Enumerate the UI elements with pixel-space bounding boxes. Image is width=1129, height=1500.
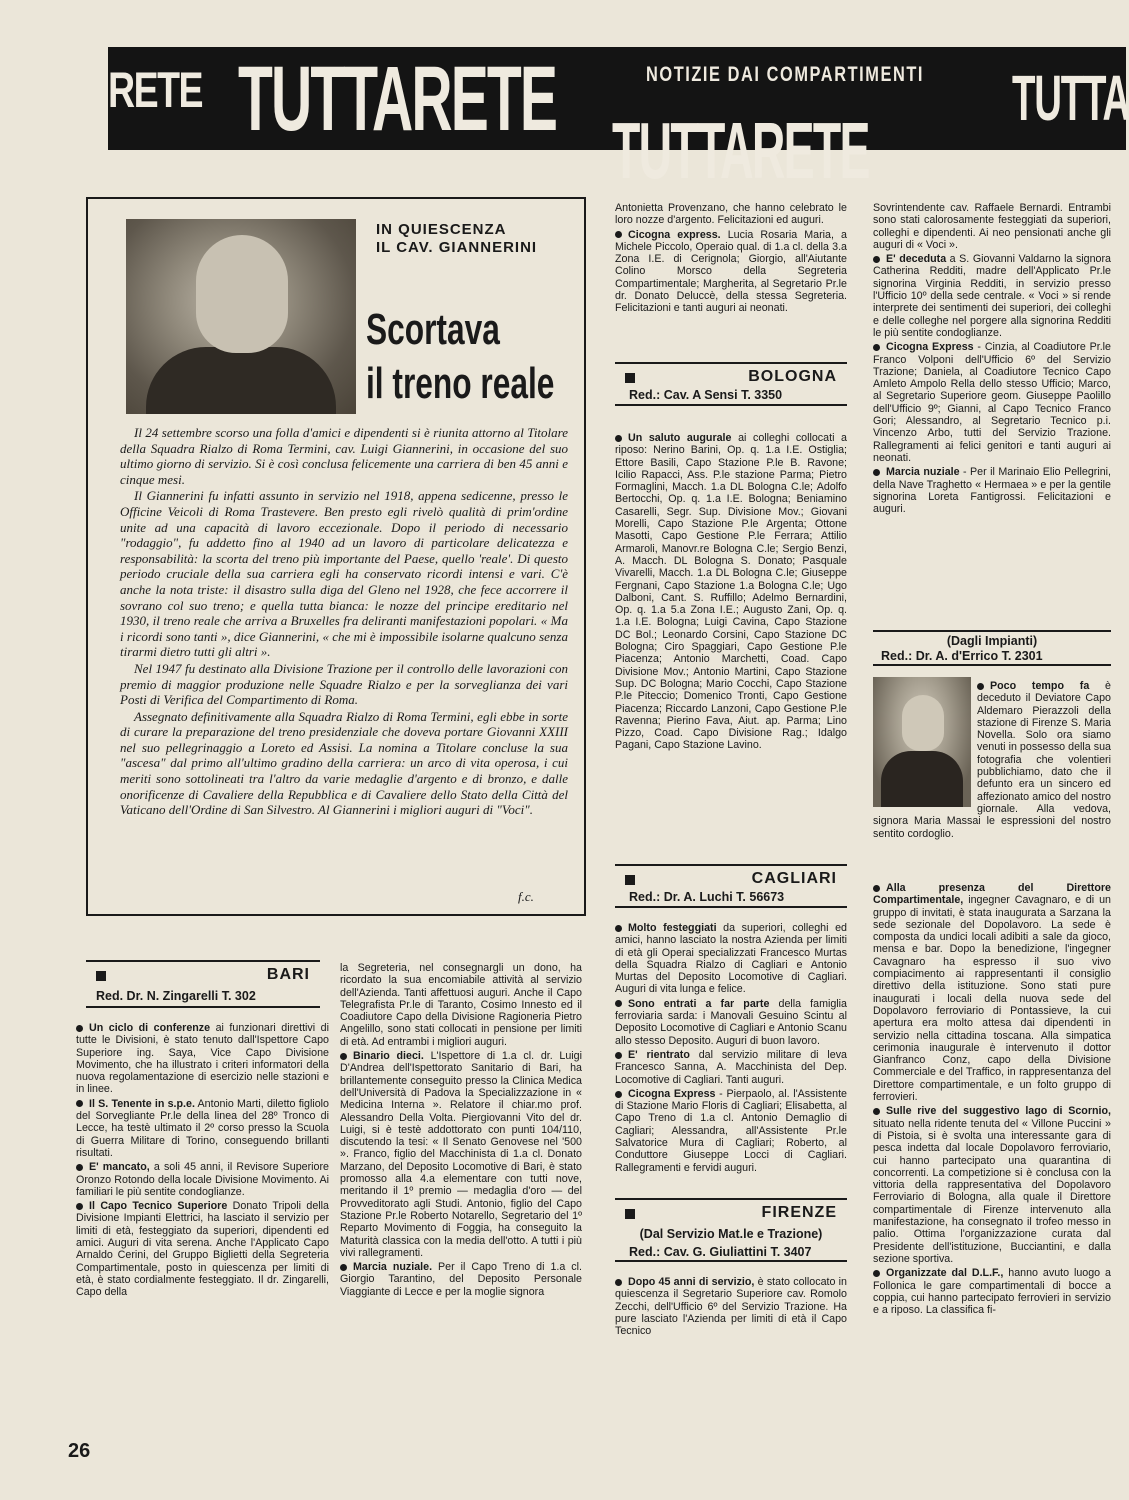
banner-right-fragment: TUTTA	[1012, 62, 1129, 134]
news-item	[873, 202, 1111, 251]
news-item	[76, 1200, 329, 1298]
news-item-lead: Alla presenza del Direttore Compartimentale,	[873, 882, 1111, 907]
news-item-text: da superiori, colleghi ed amici, hanno lasciato la nostra Azienda per limiti di età gli Operai specializzati Francesco Murtas della Squadra Rialzo di Cagliari e Antonio Murtas del Deposito Locomotive di Cagliari. Auguri di vita lunga e felice.	[615, 922, 848, 996]
news-item	[873, 1105, 1111, 1265]
feature-paragraph: Nel 1947 fu destinato alla Divisione Trazione per il controllo delle lavorazioni con premio di maggior produzione nelle Squadre Rialzo e per la sorveglianza dei vari Posti di Verifica del Compartimento di Roma.	[120, 660, 568, 708]
bullet-icon	[76, 1203, 83, 1210]
news-item-text: della famiglia ferroviaria sarda: i Manovali Gesuino Scintu al Deposito Locomotive di Cagliari e Antonio Scanu allo stesso Deposito. Auguri di buon lavoro.	[615, 997, 847, 1047]
news-item-text: - Per il Marinaio Elio Pellegrini, della Nave Traghetto « Hermaea » e per la gentile signorina Loreta Fantigrossi. Felicitazioni e auguri.	[873, 466, 1112, 516]
bullet-icon	[76, 1164, 83, 1171]
news-item	[76, 1098, 329, 1159]
bullet-icon	[873, 1270, 880, 1277]
news-item-lead: Il S. Tenente in s.p.e.	[89, 1097, 195, 1110]
bullet-icon	[76, 1100, 83, 1107]
news-item	[615, 432, 847, 752]
news-item-text: Antonio Marti, diletto figliolo del Sorvegliante Pr.le della linea del 28º Tronco di Lecce, ha testè ultimato il 2º corso presso la Scuola di Guerra Militare di Torino, conseguendo brillanti risultati.	[76, 1097, 329, 1159]
column-firenze	[615, 1276, 847, 1339]
masthead-banner	[108, 47, 1129, 195]
news-item-lead: Organizzate dal D.L.F.,	[886, 1267, 1004, 1280]
news-item	[615, 202, 847, 227]
bullet-icon	[615, 435, 622, 442]
column-bari-2	[340, 962, 582, 1300]
news-item-text: a soli 45 anni, il Revisore Superiore Oronzo Rotondo della locale Divisione Movimento. Ai familiari le più sentite condoglianze.	[76, 1161, 329, 1198]
news-item	[873, 1267, 1111, 1316]
news-item-text: dal servizio militare di leva Francesco Sanna, A. Macchinista del Dep. Locomotive di Cagliari. Tanti auguri.	[615, 1048, 847, 1086]
news-item-lead: Il Capo Tecnico Superiore	[89, 1200, 228, 1213]
news-item-text: - Cinzia, al Coadiutore Pr.le Franco Volponi dell'Ufficio 6º del Servizio Trazione; Daniela, al Coadiutore Tecnico Capo Amleto Ampolo Rella dello stesso Ufficio; Marco, al Segretario Superiore geom. Giuseppe Paolillo dell'Ufficio 9º; Gianni, al Capo Tecnico Franco Gori; Alessandro, al Segretario Tecnico p.i. Vincenzo Arbo, tutti del Servizio Trazione. Rallegramenti ai felici genitori e tanti auguri ai neonati.	[873, 341, 1111, 464]
news-item	[615, 1049, 847, 1086]
column-bologna	[615, 432, 847, 754]
news-item	[873, 341, 1111, 464]
page-number: 26	[68, 1440, 91, 1462]
column-bari-1	[76, 1022, 329, 1301]
feature-paragraph: Il Giannerini fu infatti assunto in servizio nel 1918, appena sedicenne, presso le Officine Veicoli di Roma Trastevere. Ben presto egli rivelò qualità di prim'ordine unite ad una capacità di lavoro eccezionale. Dopo il periodo di necessario "rodaggio", fu addetto fino al 1940 ad un lavoro di particolare delicatezza e responsabilità: la scorta del treno più importante del Paese, quello 'reale'. Di questo periodo cruciale della sua carriera egli ha conservato ricordi intensi e vari. C'è anche la nota triste: il disastro sulla diga del Gleno nel 1928, che fece accorrere il sovrano col suo treno; e quella tutta bianca: le nozze del principe ereditario nel 1930, il treno reale che arriva a Bruxelles fra deliranti manifestazioni popolari. « Ma i ricordi sono tanti », dice Giannerini, « che mi è impossibile isolarne qualcuno senza tirarmi dietro tutti gli altri ».	[120, 488, 568, 660]
feature-paragraph: Il 24 settembre scorso una folla d'amici e dipendenti si è riunita attorno al Titolare della Squadra Rialzo di Roma Termini, cav. Luigi Giannerini, in occasione del suo ultimo giorno di servizio. Si è così conclusa felicemente una carriera di ben 45 anni e cinque mesi.	[120, 425, 568, 487]
news-item	[873, 680, 1111, 840]
section-name: FIRENZE	[761, 1204, 837, 1221]
news-item-lead: Sulle rive del suggestivo lago di Scornio,	[886, 1105, 1111, 1118]
column-impianti-photo-text	[873, 680, 1111, 842]
column-3-top	[615, 202, 847, 317]
news-item	[76, 1022, 329, 1096]
banner-title: TUTTARETE	[238, 48, 557, 150]
section-editor: Red.: Cav. G. Giuliattini T. 3407	[629, 1245, 812, 1259]
bullet-icon	[977, 683, 984, 690]
news-item-lead: Un saluto augurale	[628, 432, 732, 444]
news-item	[615, 1276, 847, 1337]
bullet-icon	[615, 1000, 622, 1007]
feature-paragraph: Assegnato definitivamente alla Squadra Rialzo di Roma Termini, egli ebbe in sorte di curare la preparazione del treno presidenziale che doveva portare Giovanni XXIII nel suo pellegrinaggio a Loreto ed Assisi. La nomina a Titolare concluse la sua "ascesa" dal primo all'ultimo gradino della carriera: un arco di vita operosa, i cui meriti sono sottolineati tra l'altro da varie medaglie d'argento e di bronzo, e dalle onorificenze di Cavaliere della Repubblica e di Cavaliere dello Stato della Città del Vaticano dell'Ordine di San Silvestro. Al Giannerini i migliori auguri di "Voci".	[120, 708, 568, 818]
column-impianti	[873, 882, 1111, 1318]
news-item-text: hanno avuto luogo a Follonica le gare compartimentali di bocce a coppia, cui hanno partecipato ferrovieri in servizio e a riposo. La classifica fi-	[873, 1267, 1111, 1317]
feature-body	[120, 425, 568, 819]
portrait-photo	[126, 219, 356, 414]
news-item	[615, 1088, 847, 1174]
news-item-lead: Molto festeggiati	[628, 922, 717, 934]
news-item	[340, 1050, 582, 1259]
news-item-lead: Sono entrati a far parte	[628, 997, 770, 1010]
section-header-cagliari	[615, 864, 847, 908]
news-item	[873, 466, 1111, 515]
news-item-lead: Cicogna Express	[628, 1087, 716, 1100]
section-header-bologna	[615, 362, 847, 406]
bullet-icon	[873, 469, 880, 476]
news-item	[340, 1261, 582, 1298]
news-item-lead: Marcia nuziale.	[353, 1261, 433, 1274]
section-header-firenze	[615, 1198, 847, 1262]
news-item-lead: E' rientrato	[628, 1048, 690, 1061]
news-item-text: ingegner Cavagnaro, e di un gruppo di invitati, è stata inaugurata a Sarzana la sede sezionale del Dopolavoro. La sede è composta da undici locali adibiti a sale da gioco, mensa e bar. Dopo la benedizione, l'ingegner Cavagnaro ha espresso il suo vivo compiacimento ai rappresentanti il consiglio direttivo della istituzione. Sono stati pure inaugurati i locali della nuova sede del Dopolavoro ferroviario di Pontassieve, la cui apertura era molto attesa dai dipendenti in servizio nella cittadina toscana. Alla simpatica cerimonia inaugurale è intervenuto il dottor Gianfranco Conz, capo della Divisione Commerciale e del Traffico, in rappresentanza del Direttore compartimentale, e un folto gruppo di ferrovieri.	[873, 894, 1111, 1104]
news-item	[340, 962, 582, 1048]
bullet-icon	[873, 1108, 880, 1115]
kicker-line-2: IL CAV. GIANNERINI	[376, 239, 538, 256]
headline-line-1: Scortava	[366, 305, 500, 354]
feature-article	[86, 197, 586, 916]
bullet-icon	[615, 925, 622, 932]
section-subtitle: (Dal Servizio Mat.le e Trazione)	[639, 1227, 823, 1241]
section-editor: Red.: Dr. A. Luchi T. 56673	[629, 890, 785, 904]
news-item-text: Donato Tripoli della Divisione Impianti Elettrici, ha lasciato il servizio per limiti di età, festeggiato da superiori, dipendenti ed amici. Auguri di vita serena. Anche l'Applicato Capo Arnaldo Cerini, del Gruppo Biglietti della Segreteria Compartimentale, posto in quiescenza per limiti di età, è stato cordialmente festeggiato. Il dr. Zingarelli, Capo della	[76, 1200, 329, 1299]
news-item-text: la Segreteria, nel consegnargli un dono, ha ricordato la sua encomiabile attività al servizio dell'Azienda. Tanti affettuosi auguri. Anche il Capo Telegrafista Pr.le di Taranto, Cosimo Innesto ed il Coadiutore Capo della Divisione Ragioneria Pietro Angelillo, sono stati collocati in pensione per limiti di età. Ad entrambi i migliori auguri.	[340, 962, 582, 1048]
section-editor: Red.: Cav. A Sensi T. 3350	[629, 388, 783, 402]
news-item-text: è deceduto il Deviatore Capo Aldemaro Pierazzoli della stazione di Firenze S. Maria Novella. Solo ora siamo venuti in possesso della sua fotografia che volentieri pubblichiamo, dato che il defunto era un sincero ed affezionato amico del nostro giornale. Alla vedova, signora Maria Massai le espressioni del nostro sentito cordoglio.	[873, 680, 1111, 840]
news-item-lead: Dopo 45 anni di servizio,	[628, 1276, 755, 1288]
section-name: BARI	[266, 966, 310, 983]
feature-kicker	[376, 221, 537, 257]
news-item-lead: Un ciclo di conferenze	[89, 1022, 211, 1034]
section-subtitle: (Dagli Impianti)	[946, 634, 1038, 648]
news-item	[615, 922, 847, 996]
section-editor: Red. Dr. N. Zingarelli T. 302	[96, 989, 256, 1003]
bullet-icon	[340, 1053, 347, 1060]
news-item-text: a S. Giovanni Valdarno la signora Catherina Redditi, madre dell'Applicato Pr.le signorina Virginia Redditi, in servizio presso l'Ufficio 10º della sede centrale. « Voci » si rende interprete dei sentimenti dei superiori, dei colleghi e delle colleghe nel porgere alla signorina Redditi le più sentite condoglianze.	[873, 253, 1111, 339]
news-item-text: Antonietta Provenzano, che hanno celebrato le loro nozze d'argento. Felicitazioni ed auguri.	[615, 202, 847, 227]
bullet-icon	[873, 344, 880, 351]
bullet-icon	[873, 885, 880, 892]
feature-headline	[366, 303, 554, 411]
news-item	[873, 882, 1111, 1103]
news-item-lead: Cicogna express.	[628, 228, 721, 241]
news-item-text: L'Ispettore di 1.a cl. dr. Luigi D'Andrea dell'Ispettorato Sanitario di Bari, ha brillantemente conseguito presso la Clinica Medica dell'Università di Padova la Specializzazione in « Medicina Interna ». Relatore il chiar.mo prof. Alessandro Della Volta. Piergiovanni Vito del dr. Luigi, si è testè addottorato con punti 104/110, discutendo la tesi: « Il Senato Genovese nel '500 ». Franco, figlio del Macchinista di 1.a cl. Donato Marzano, del Deposito Locomotive di Bari, è stato promosso alla 4.a elementare con tutti nove, meritando il 1º premio — medaglia d'oro — del Provveditorato agli Studi. Antonio, figlio del Capo Stazione Pr.le Roberto Notarello, Segretario del 1º Reparto Movimento di Foggia, ha conseguito la Maturità classica con la media dell'otto. A tutti i più vivi rallegramenti.	[340, 1050, 582, 1259]
news-item-text: Lucia Rosaria Maria, a Michele Piccolo, Operaio qual. di 1.a cl. della 3.a Zona I.E. di Cerignola; Giorgio, all'Aiutante Colino Morsco della Segreteria Compartimentale; Margherita, al Segretario Pr.le dr. Donato Deluccè, della stessa Segreteria. Felicitazioni e tanti auguri ai neonati.	[615, 228, 847, 315]
news-item-lead: E' mancato,	[89, 1161, 150, 1174]
news-item-text: Per il Capo Treno di 1.a cl. Giorgio Tarantino, del Deposito Personale Viaggiante di Lecce e per la moglie signora	[340, 1261, 582, 1298]
news-item	[873, 253, 1111, 339]
news-item-lead: Poco tempo fa	[990, 680, 1090, 692]
column-cagliari	[615, 922, 847, 1176]
news-item-text: è stato collocato in quiescenza il Segretario Superiore cav. Romolo Zecchi, dell'Ufficio 6º del Servizio Trazione. Ha pure lasciato l'Azienda per limiti di età il Capo Tecnico	[615, 1276, 847, 1338]
kicker-line-1: IN QUIESCENZA	[376, 221, 507, 238]
section-name: CAGLIARI	[751, 870, 837, 887]
banner-ghost-title: TUTTARETE	[612, 106, 869, 195]
news-item	[615, 998, 847, 1047]
bullet-icon	[615, 1091, 622, 1098]
section-editor: Red.: Dr. A. d'Errico T. 2301	[881, 649, 1043, 663]
feature-signature: f.c.	[518, 889, 534, 904]
news-item-lead: E' deceduta	[886, 253, 947, 266]
news-item-text: ai funzionari direttivi di tutte le Divisioni, è stato tenuto dall'Ispettore Capo Superiore ing. Saya, Vice Capo Divisione Movimento, che ha illustrato i criteri informatori della nuova regolamentazione di esercizio nelle stazioni e in linee.	[76, 1022, 329, 1096]
headline-line-2: il treno reale	[366, 359, 555, 408]
news-item-lead: Binario dieci.	[353, 1050, 424, 1063]
banner-left-fragment: RETE	[108, 62, 203, 118]
news-item-text: Sovrintendente cav. Raffaele Bernardi. Entrambi sono stati calorosamente festeggiati da superiori, colleghi e dipendenti. Ai neo pensionati anche gli auguri di « Voci ».	[873, 202, 1111, 251]
bullet-icon	[615, 231, 622, 238]
bullet-icon	[340, 1264, 347, 1271]
bullet-icon	[76, 1025, 83, 1032]
news-item-text: ai colleghi collocati a riposo: Nerino Barini, Op. q. 1.a I.E. Ostiglia; Ettore Basili, Capo Stazione P.le B. Ravone; Icilio Rapacci, Ass. P.le stazione Parma; Pietro Formaglini, Macch. 1.a DL Bologna C.le; Adolfo Bertocchi, Op. q. 1.a I.E. Bologna; Beniamino Casarelli, Segr. Sup. Divisione Mov.; Giovani Morelli, Capo Stazione P.le Argenta; Ottone Masotti, Capo Gestione P.le Ferrara; Attilio Armaroli, Manovr.re Bologna C.le; Sergio Benzi, A. Macch. DL Bologna S. Donato; Pasquale Vivarelli, Macch. 1.a DL Bologna C.le; Giuseppe Fergnani, Capo Stazione 1.a Bologna C.le; Ugo Dalboni, Cant. S. Ruffillo; Adelmo Bernardini, Op. q. 1.a 5.a Zona I.E.; Augusto Zani, Op. q. 1.a I.E. Bologna; Luigi Cavina, Capo Stazione DC Bol.; Leonardo Corsini, Capo Stazione DC Bologna; Ciro Spaggiari, Capo Gestione P.le Piacenza; Antonio Marchetti, Coad. Capo Divisione Mov.; Antonio Martini, Capo Stazione Sup. DC Bologna; Mario Cocchi, Capo Stazione P.le Piteccio; Domenico Tronti, Capo Gestione Piacenza; Riccardo Lanzoni, Capo Gestione P.le Ravenna; Pierino Fava, Aiut. ap. Parma; Lino Pizzo, Coad. Capo Divisione Rag.; Idalgo Pagani, Capo Stazione Lavino.	[615, 432, 847, 752]
news-item-text: - Pierpaolo, al. l'Assistente di Stazione Mario Floris di Cagliari; Elisabetta, al Capo Treno di 1.a cl. Antonio Demaglio di Cagliari; Alessandra, all'Assistente Pr.le Salvatorice Mura di Cagliari; Roberto, al Conduttore Giuseppe Locci di Cagliari. Rallegramenti e fervidi auguri.	[615, 1087, 847, 1174]
section-name: BOLOGNA	[748, 368, 837, 385]
news-item-lead: Cicogna Express	[886, 341, 974, 354]
news-item-text: situato nella ridente tenuta del « Villone Puccini » di Pistoia, si è svolta una interessante gara di pesca indetta dal locale Dopolavoro ferroviario, cui hanno partecipato una quarantina di concorrenti. La competizione si è conclusa con la vittoria della rappresentativa del Dopolavoro Ferroviario di Bologna, alla quale il Direttore compartimentale di Firenze intervenuto alla manifestazione, ha consegnato il trofeo messo in palio. Ottima l'organizzazione curata dal Presidente dell'istituzione, Bucciantini, e dalla sezione sportiva.	[873, 1117, 1111, 1265]
banner-subtitle: NOTIZIE DAI COMPARTIMENTI	[646, 63, 925, 86]
bullet-icon	[615, 1279, 622, 1286]
news-item	[76, 1161, 329, 1198]
bullet-icon	[873, 256, 880, 263]
section-header-impianti	[873, 630, 1111, 666]
section-header-bari	[86, 960, 320, 1008]
news-item	[615, 229, 847, 315]
column-4-top	[873, 202, 1111, 517]
bullet-icon	[615, 1052, 622, 1059]
news-item-lead: Marcia nuziale	[886, 466, 960, 479]
